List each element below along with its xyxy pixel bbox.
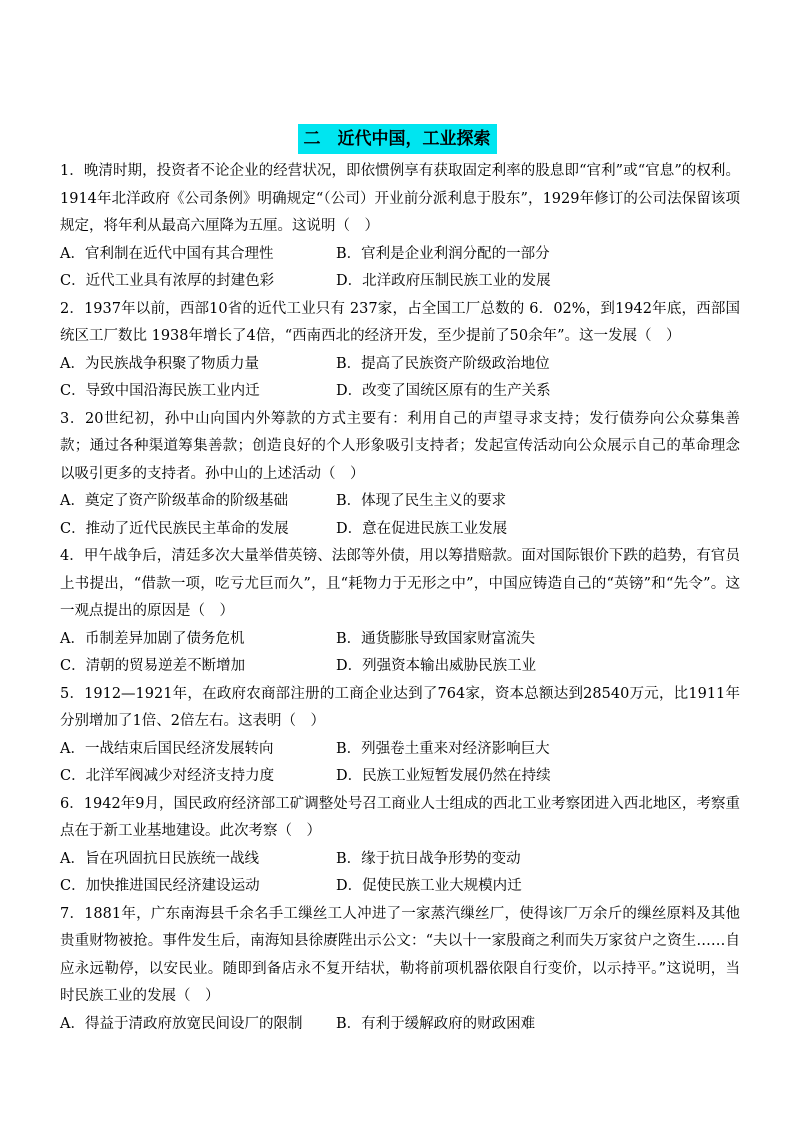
option-d: D．改变了国统区原有的生产关系 [336,383,551,399]
option-b: B．通货膨胀导致国家财富流失 [336,630,536,647]
option-b: B．有利于缓解政府的财政困难 [336,1015,536,1032]
option-a: A．官利制在近代中国有其合理性 [60,245,274,262]
section-title: 二 近代中国，工业探索 [298,124,497,154]
question-stem: 2．1937年以前，西部10省的近代工业只有 237家，占全国工厂总数的 6．02%，到1942年底，西部国统区工厂数比 1938年增长了4倍，“西南西北的经济开发，至少提前了50余年”。这一发展（ ） [60,300,740,344]
option-b: B．列强卷土重来对经济影响巨大 [336,740,550,757]
question-6 [60,791,740,901]
option-d: D．北洋政府压制民族工业的发展 [336,273,551,289]
option-list [60,351,740,406]
option-c: C．导致中国沿海民族工业内迁 [60,383,260,399]
option-b: B．体现了民生主义的要求 [336,493,507,509]
option-a: A．币制差异加剧了债务危机 [60,630,245,647]
question-stem: 4．甲午战争后，清廷多次大量举借英镑、法郎等外债，用以筹措赔款。面对国际银价下跌的趋势，有官员上书提出，“借款一项，吃亏尤巨而久”，且“耗物力于无形之中”，中国应铸造自己的“英镑”和“先令”。这一观点提出的原因是（ ） [60,548,740,619]
option-d: D．意在促进民族工业发展 [336,520,508,537]
question-1 [60,158,740,296]
question-stem: 3．20世纪初，孙中山向国内外筹款的方式主要有：利用自己的声望寻求支持；发行债券向公众募集善款；通过各种渠道筹集善款；创造良好的个人形象吸引支持者；发起宣传活动向公众展示自己的革命理念以吸引更多的支持者。孙中山的上述活动（ ） [60,410,740,482]
option-b: B．缘于抗日战争形势的变动 [336,850,521,867]
option-c: C．北洋军阀减少对经济支持力度 [60,768,275,784]
option-c: C．加快推进国民经济建设运动 [60,878,260,894]
option-c: C．近代工业具有浓厚的封建色彩 [60,273,275,289]
question-stem: 5．1912—1921年，在政府农商部注册的工商企业达到了764家，资本总额达到28540万元，比1911年分别增加了1倍、2倍左右。这表明（ ） [60,685,740,729]
option-c: C．推动了近代民族民主革命的发展 [60,520,289,537]
option-a: A．一战结束后国民经济发展转向 [60,740,274,757]
option-c: C．清朝的贸易逆差不断增加 [60,658,246,674]
question-5 [60,681,740,791]
question-3 [60,406,740,544]
option-list [60,1011,740,1039]
option-list [60,626,740,681]
question-2 [60,296,740,406]
question-4 [60,543,740,681]
option-b: B．官利是企业利润分配的一部分 [336,245,550,262]
option-list [60,488,740,543]
section-header [0,124,794,154]
option-a: A．奠定了资产阶级革命的阶级基础 [60,493,288,509]
option-list [60,736,740,791]
option-list [60,241,740,296]
question-7 [60,901,740,1039]
option-b: B．提高了民族资产阶级政治地位 [336,355,550,372]
question-stem: 7．1881年，广东南海县千余名手工缫丝工人冲进了一家蒸汽缫丝厂，使得该厂万余斤的缫丝原料及其他贵重财物被抢。事件发生后，南海知县徐赓陛出示公文：“夫以十一家殷商之利而失万家贫户之资生……自应永远勒停，以安民业。随即到备店永不复开结状，勒将前项机器依限自行变价，以示持平。”这说明，当时民族工业的发展（ ） [60,905,740,1004]
option-d: D．促使民族工业大规模内迁 [336,878,522,894]
option-d: D．民族工业短暂发展仍然在持续 [336,768,551,784]
option-a: A．旨在巩固抗日民族统一战线 [60,850,259,867]
question-stem: 1．晚清时期，投资者不论企业的经营状况，即依惯例享有获取固定利率的股息即“官利”或“官息”的权利。1914年北洋政府《公司条例》明确规定“（公司）开业前分派利息于股东”，1929年修订的公司法保留该项规定，将年利从最高六厘降为五厘。这说明（ ） [60,163,740,234]
option-d: D．列强资本输出威胁民族工业 [336,658,537,674]
question-list [60,158,740,1038]
option-a: A．得益于清政府放宽民间设厂的限制 [60,1015,303,1032]
question-stem: 6．1942年9月，国民政府经济部工矿调整处号召工商业人士组成的西北工业考察团进入西北地区，考察重点在于新工业基地建设。此次考察（ ） [60,795,740,839]
option-list [60,846,740,901]
option-a: A．为民族战争积聚了物质力量 [60,355,259,372]
